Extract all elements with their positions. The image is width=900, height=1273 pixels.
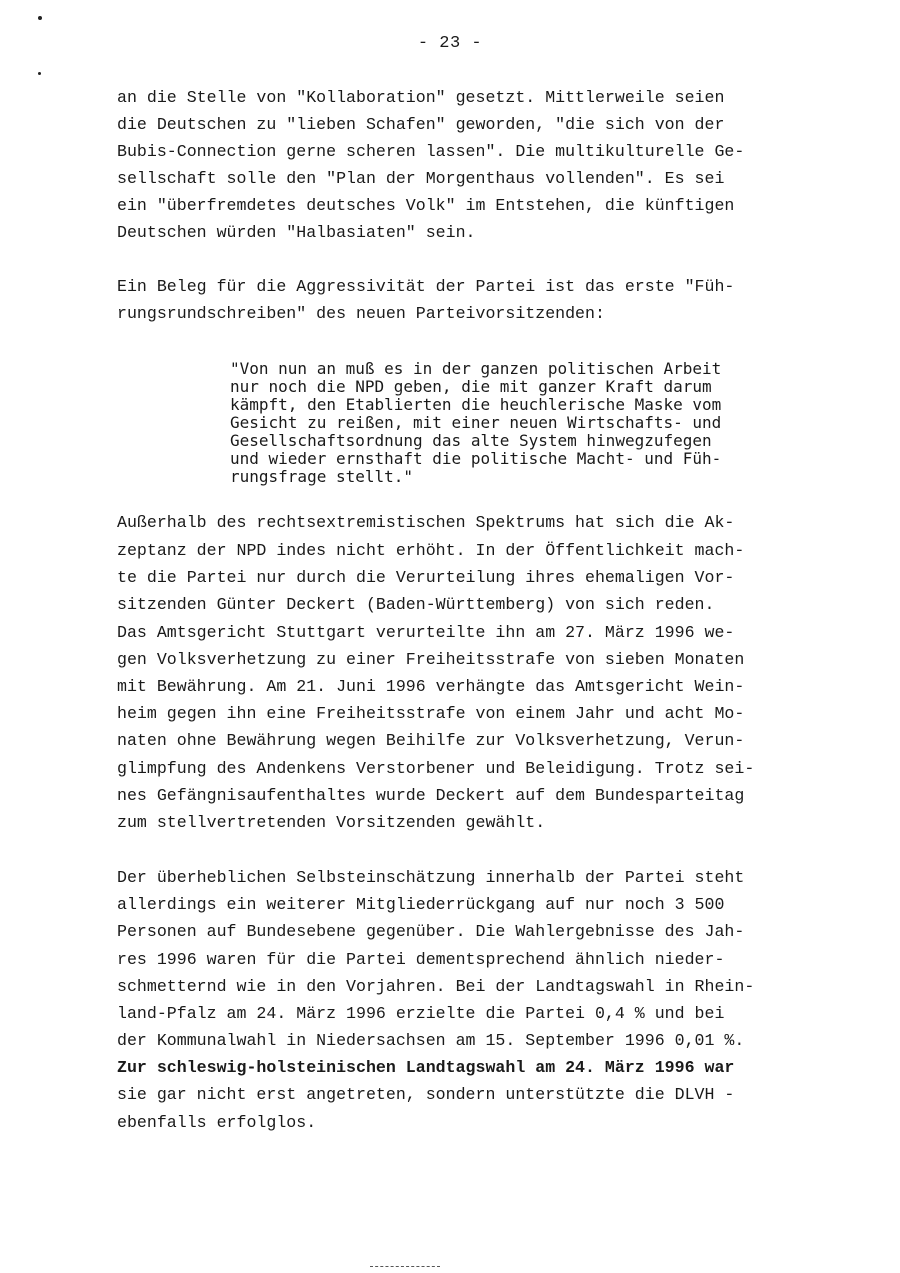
paragraph-line: gen Volksverhetzung zu einer Freiheitsstrafe von sieben Monaten xyxy=(117,650,745,669)
paragraph-line: Zur schleswig-holsteinischen Landtagswahl am 24. März 1996 war xyxy=(117,1058,735,1077)
paragraph-line: naten ohne Bewährung wegen Beihilfe zur Volksverhetzung, Verun- xyxy=(117,731,745,750)
paragraph-line: sellschaft solle den "Plan der Morgenthaus vollenden". Es sei xyxy=(117,169,725,188)
page-number: - 23 - xyxy=(417,34,483,53)
paragraph-line: sie gar nicht erst angetreten, sondern unterstützte die DLVH - xyxy=(117,1085,735,1104)
quote-line: Gesicht zu reißen, mit einer neuen Wirtschafts- und xyxy=(230,413,722,432)
scan-speck xyxy=(38,72,41,75)
paragraph-line: Personen auf Bundesebene gegenüber. Die Wahlergebnisse des Jah- xyxy=(117,922,745,941)
paragraph-line: heim gegen ihn eine Freiheitsstrafe von einem Jahr und acht Mo- xyxy=(117,704,745,723)
paragraph-line: ein "überfremdetes deutsches Volk" im Entstehen, die künftigen xyxy=(117,196,735,215)
quote-line: kämpft, den Etablierten die heuchlerische Maske vom xyxy=(230,395,722,414)
paragraph-line: Ein Beleg für die Aggressivität der Partei ist das erste "Füh- xyxy=(117,277,735,296)
quote-line: "Von nun an muß es in der ganzen politischen Arbeit xyxy=(230,359,722,378)
paragraph-line: rungsrundschreiben" des neuen Parteivorsitzenden: xyxy=(117,304,605,323)
paragraph-line: sitzenden Günter Deckert (Baden-Württemberg) von sich reden. xyxy=(117,595,715,614)
paragraph-line: res 1996 waren für die Partei dementsprechend ähnlich nieder- xyxy=(117,950,725,969)
paragraph-line: Bubis-Connection gerne scheren lassen". Die multikulturelle Ge- xyxy=(117,142,745,161)
paragraph-line: schmetternd wie in den Vorjahren. Bei der Landtagswahl in Rhein- xyxy=(117,977,755,996)
paragraph-line: Deutschen würden "Halbasiaten" sein. xyxy=(117,223,476,242)
quote-line: Gesellschaftsordnung das alte System hinwegzufegen xyxy=(230,431,712,450)
quote-line: und wieder ernsthaft die politische Macht- und Füh- xyxy=(230,449,722,468)
paragraph-line: mit Bewährung. Am 21. Juni 1996 verhängte das Amtsgericht Wein- xyxy=(117,677,745,696)
paragraph-line: nes Gefängnisaufenthaltes wurde Deckert auf dem Bundesparteitag xyxy=(117,786,745,805)
scan-speck xyxy=(38,16,42,20)
paragraph-line: an die Stelle von "Kollaboration" gesetzt. Mittlerweile seien xyxy=(117,88,725,107)
paragraph-line: land-Pfalz am 24. März 1996 erzielte die Partei 0,4 % und bei xyxy=(117,1004,725,1023)
paragraph-line: Der überheblichen Selbsteinschätzung innerhalb der Partei steht xyxy=(117,868,745,887)
paragraph-line: der Kommunalwahl in Niedersachsen am 15. September 1996 0,01 %. xyxy=(117,1031,745,1050)
bottom-rule xyxy=(370,1266,440,1268)
paragraph-line: die Deutschen zu "lieben Schafen" geworden, "die sich von der xyxy=(117,115,725,134)
quote-line: rungsfrage stellt." xyxy=(230,467,414,486)
paragraph-line: allerdings ein weiterer Mitgliederrückgang auf nur noch 3 500 xyxy=(117,895,725,914)
paragraph-line: ebenfalls erfolglos. xyxy=(117,1113,317,1132)
paragraph-line: Außerhalb des rechtsextremistischen Spektrums hat sich die Ak- xyxy=(117,513,735,532)
quote-line: nur noch die NPD geben, die mit ganzer Kraft darum xyxy=(230,377,712,396)
paragraph-line: te die Partei nur durch die Verurteilung ihres ehemaligen Vor- xyxy=(117,568,735,587)
paragraph-line: zeptanz der NPD indes nicht erhöht. In der Öffentlichkeit mach- xyxy=(117,541,745,560)
paragraph-line: zum stellvertretenden Vorsitzenden gewählt. xyxy=(117,813,546,832)
paragraph-line: Das Amtsgericht Stuttgart verurteilte ihn am 27. März 1996 we- xyxy=(117,623,735,642)
paragraph-line: glimpfung des Andenkens Verstorbener und Beleidigung. Trotz sei- xyxy=(117,759,755,778)
